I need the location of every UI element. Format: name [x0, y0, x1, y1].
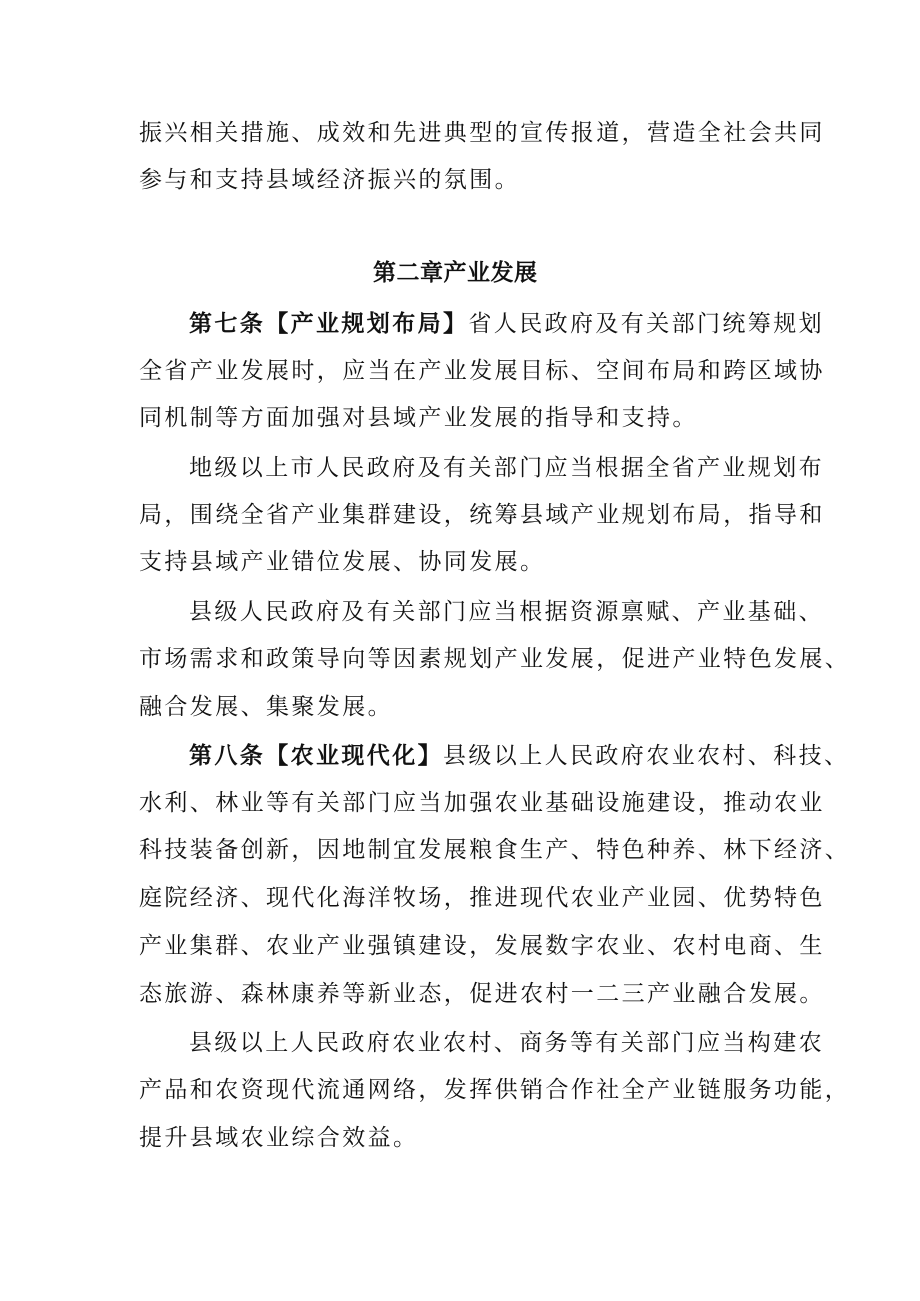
article7-line: 同机制等方面加强对县域产业发展的指导和支持。 — [139, 405, 698, 431]
article7-p2-line: 支持县域产业错位发展、协同发展。 — [139, 549, 546, 575]
article7-heading: 第七条【产业规划布局】 — [189, 310, 469, 337]
article7-p2-line: 局，围绕全省产业集群建设，统筹县域产业规划布局，指导和 — [139, 502, 825, 528]
article8-line: 科技装备创新，因地制宜发展粮食生产、特色种养、林下经济、 — [139, 837, 851, 863]
article7-line: 全省产业发展时，应当在产业发展目标、空间布局和跨区域协 — [139, 358, 825, 384]
article7-first-line-text: 省人民政府及有关部门统筹规划 — [468, 311, 825, 337]
article8-first-line — [189, 741, 849, 771]
article7-first-line — [189, 309, 824, 339]
intro-line-2: 参与和支持县域经济振兴的氛围。 — [139, 167, 520, 193]
article8-heading: 第八条【农业现代化】 — [189, 742, 443, 769]
article7-p2-line: 地级以上市人民政府及有关部门应当根据全省产业规划布 — [189, 455, 824, 481]
intro-line-1: 振兴相关措施、成效和先进典型的宣传报道，营造全社会共同 — [139, 120, 825, 146]
article8-first-line-text: 县级以上人民政府农业农村、科技、 — [443, 743, 850, 769]
article8-line: 水利、林业等有关部门应当加强农业基础设施建设，推动农业 — [139, 790, 825, 816]
article8-p2-line: 县级以上人民政府农业农村、商务等有关部门应当构建农 — [189, 1030, 824, 1056]
article7-p3-line: 融合发展、集聚发展。 — [139, 694, 393, 720]
article7-p3-line: 县级人民政府及有关部门应当根据资源禀赋、产业基础、 — [189, 599, 824, 625]
article8-line: 庭院经济、现代化海洋牧场，推进现代农业产业园、优势特色 — [139, 885, 825, 911]
article8-p2-line: 提升县域农业综合效益。 — [139, 1125, 419, 1151]
article7-p3-line: 市场需求和政策导向等因素规划产业发展，促进产业特色发展、 — [139, 646, 851, 672]
article8-line: 产业集群、农业产业强镇建设，发展数字农业、农村电商、生 — [139, 933, 825, 959]
article8-p2-line: 产品和农资现代流通网络，发挥供销合作社全产业链服务功能， — [139, 1077, 851, 1103]
chapter-title: 第二章产业发展 — [373, 259, 538, 286]
article8-line: 态旅游、森林康养等新业态，促进农村一二三产业融合发展。 — [139, 981, 825, 1007]
